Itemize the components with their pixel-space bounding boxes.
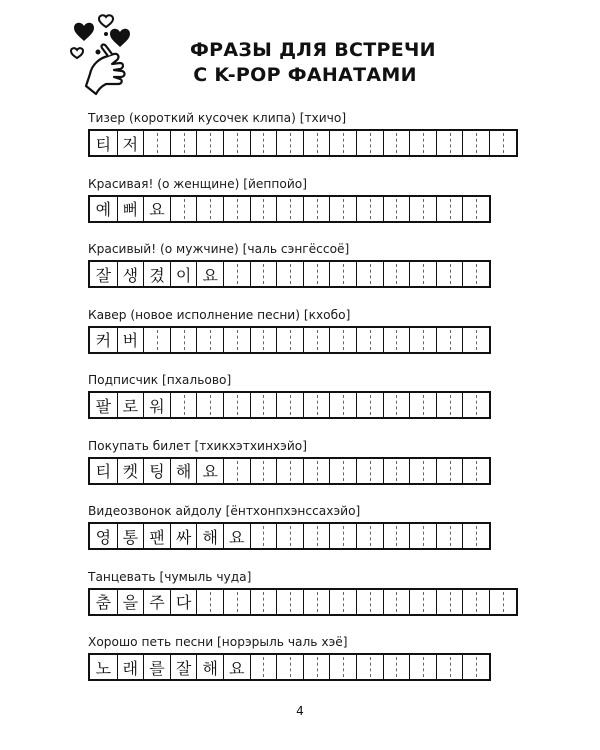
empty-writing-cell[interactable] [170, 328, 197, 352]
empty-writing-cell[interactable] [436, 655, 463, 679]
exercise-label: Красивая! (о женщине) [йеппойо] [88, 176, 307, 191]
empty-writing-cell[interactable] [462, 393, 489, 417]
hangul-cell: 잘 [95, 265, 112, 285]
finger-heart-icon [62, 12, 142, 102]
empty-writing-cell[interactable] [223, 262, 250, 286]
empty-writing-cell[interactable] [383, 655, 410, 679]
empty-writing-cell[interactable] [409, 655, 436, 679]
empty-writing-cell[interactable] [276, 131, 303, 155]
empty-writing-cell[interactable] [383, 197, 410, 221]
empty-writing-cell[interactable] [250, 328, 277, 352]
empty-writing-cell[interactable] [356, 655, 383, 679]
empty-writing-cell[interactable] [436, 262, 463, 286]
empty-writing-cell[interactable] [356, 131, 383, 155]
exercise-label: Тизер (короткий кусочек клипа) [тхичо] [88, 111, 347, 125]
exercise-6 [88, 438, 518, 481]
hangul-cell: 커 [95, 331, 112, 350]
empty-writing-cell[interactable] [303, 524, 330, 548]
empty-writing-cell[interactable] [356, 459, 383, 483]
empty-writing-cell[interactable] [329, 524, 356, 548]
empty-writing-cell[interactable] [170, 393, 197, 417]
empty-writing-cell[interactable] [383, 524, 410, 548]
writing-grid [88, 260, 491, 288]
empty-writing-cell[interactable] [223, 197, 250, 221]
hangul-cell: 티 [95, 462, 112, 481]
writing-grid [88, 588, 518, 616]
hangul-cell: 생 [117, 262, 144, 286]
empty-writing-cell[interactable] [329, 590, 356, 614]
empty-writing-cell[interactable] [276, 590, 303, 614]
exercise-label: Видеозвонок айдолу [ёнтхонпхэнссахэйо] [88, 504, 361, 518]
empty-writing-cell[interactable] [250, 524, 277, 548]
empty-writing-cell[interactable] [303, 131, 330, 155]
exercise-5 [88, 372, 518, 416]
hangul-cell: 춤 [95, 593, 112, 612]
hangul-cell: 팔 [95, 396, 112, 416]
empty-writing-cell[interactable] [250, 459, 277, 483]
exercise-label: Покупать билет [тхикхэтхинхэйо] [88, 438, 307, 453]
writing-grid [88, 522, 491, 550]
empty-writing-cell[interactable] [462, 459, 489, 483]
empty-writing-cell[interactable] [223, 328, 250, 352]
empty-writing-cell[interactable] [276, 655, 303, 679]
empty-writing-cell[interactable] [383, 328, 410, 352]
empty-writing-cell[interactable] [196, 197, 223, 221]
empty-writing-cell[interactable] [329, 328, 356, 352]
hangul-cell: 영 [95, 527, 112, 547]
hangul-cell: 다 [170, 590, 197, 614]
hangul-cell: 래 [117, 655, 144, 679]
empty-writing-cell[interactable] [143, 131, 170, 155]
empty-writing-cell[interactable] [356, 197, 383, 221]
empty-writing-cell[interactable] [303, 197, 330, 221]
hangul-cell: 버 [117, 328, 144, 352]
writing-grid [88, 195, 491, 223]
empty-writing-cell[interactable] [223, 393, 250, 417]
hangul-cell: 요 [196, 459, 223, 483]
empty-writing-cell[interactable] [409, 262, 436, 286]
empty-writing-cell[interactable] [223, 590, 250, 614]
empty-writing-cell[interactable] [276, 262, 303, 286]
empty-writing-cell[interactable] [436, 197, 463, 221]
empty-writing-cell[interactable] [383, 262, 410, 286]
empty-writing-cell[interactable] [303, 459, 330, 483]
exercise-label: Танцевать [чумыль чуда] [88, 569, 252, 584]
writing-grid [88, 129, 518, 157]
hangul-cell: 를 [143, 655, 170, 679]
empty-writing-cell[interactable] [436, 393, 463, 417]
page-number: 4 [296, 704, 304, 718]
exercise-label: Подписчик [пхальово] [88, 373, 232, 387]
empty-writing-cell[interactable] [276, 328, 303, 352]
hangul-cell: 해 [196, 524, 223, 548]
empty-writing-cell[interactable] [276, 524, 303, 548]
empty-writing-cell[interactable] [303, 655, 330, 679]
empty-writing-cell[interactable] [409, 393, 436, 417]
empty-writing-cell[interactable] [383, 393, 410, 417]
empty-writing-cell[interactable] [303, 590, 330, 614]
hangul-cell: 워 [143, 393, 170, 417]
hangul-cell: 팬 [143, 524, 170, 548]
empty-writing-cell[interactable] [250, 197, 277, 221]
hangul-cell: 해 [196, 655, 223, 679]
title-line-1: ФРАЗЫ ДЛЯ ВСТРЕЧИ [190, 39, 436, 61]
empty-writing-cell[interactable] [436, 524, 463, 548]
empty-writing-cell[interactable] [356, 590, 383, 614]
empty-writing-cell[interactable] [462, 262, 489, 286]
empty-writing-cell[interactable] [489, 590, 516, 614]
hangul-cell: 저 [117, 131, 144, 155]
hangul-cell: 을 [117, 590, 144, 614]
empty-writing-cell[interactable] [196, 328, 223, 352]
writing-grid [88, 391, 491, 419]
empty-writing-cell[interactable] [276, 197, 303, 221]
exercise-label: Кавер (новое исполнение песни) [кхобо] [88, 307, 351, 322]
empty-writing-cell[interactable] [329, 655, 356, 679]
empty-writing-cell[interactable] [250, 393, 277, 417]
empty-writing-cell[interactable] [303, 393, 330, 417]
empty-writing-cell[interactable] [303, 328, 330, 352]
empty-writing-cell[interactable] [356, 328, 383, 352]
hangul-cell: 주 [143, 590, 170, 614]
exercise-8 [88, 569, 518, 612]
empty-writing-cell[interactable] [170, 197, 197, 221]
empty-writing-cell[interactable] [462, 655, 489, 679]
empty-writing-cell[interactable] [409, 459, 436, 483]
writing-grid [88, 457, 491, 485]
hangul-cell: 켓 [117, 459, 144, 483]
empty-writing-cell[interactable] [196, 393, 223, 417]
hangul-cell: 요 [223, 524, 250, 548]
exercise-2 [88, 176, 518, 219]
empty-writing-cell[interactable] [436, 328, 463, 352]
hangul-cell: 요 [223, 655, 250, 679]
empty-writing-cell[interactable] [462, 328, 489, 352]
empty-writing-cell[interactable] [383, 590, 410, 614]
exercise-4 [88, 307, 518, 350]
empty-writing-cell[interactable] [303, 262, 330, 286]
exercise-9 [88, 634, 518, 678]
exercise-label: Хорошо петь песни [норэрыль чаль хэё] [88, 635, 348, 649]
empty-writing-cell[interactable] [250, 131, 277, 155]
exercise-1 [88, 110, 518, 154]
page-title [190, 38, 436, 88]
exercise-3 [88, 241, 518, 285]
hangul-cell: 잘 [170, 655, 197, 679]
empty-writing-cell[interactable] [462, 590, 489, 614]
hangul-cell: 티 [95, 134, 112, 154]
hangul-cell: 싸 [170, 524, 197, 548]
empty-writing-cell[interactable] [356, 262, 383, 286]
empty-writing-cell[interactable] [196, 590, 223, 614]
hangul-cell: 요 [196, 262, 223, 286]
hangul-cell: 해 [170, 459, 197, 483]
empty-writing-cell[interactable] [170, 131, 197, 155]
writing-grid [88, 653, 491, 681]
empty-writing-cell[interactable] [329, 262, 356, 286]
empty-writing-cell[interactable] [409, 197, 436, 221]
empty-writing-cell[interactable] [383, 459, 410, 483]
hangul-cell: 로 [117, 393, 144, 417]
empty-writing-cell[interactable] [329, 393, 356, 417]
empty-writing-cell[interactable] [462, 131, 489, 155]
exercise-label: Красивый! (о мужчине) [чаль сэнгёссоё] [88, 242, 350, 256]
empty-writing-cell[interactable] [409, 328, 436, 352]
title-line-2: С K-POP ФАНАТАМИ [193, 64, 417, 86]
hangul-cell: 겼 [143, 262, 170, 286]
hangul-cell: 뻐 [117, 197, 144, 221]
empty-writing-cell[interactable] [356, 524, 383, 548]
hangul-cell: 노 [95, 658, 112, 678]
empty-writing-cell[interactable] [276, 459, 303, 483]
empty-writing-cell[interactable] [250, 590, 277, 614]
empty-writing-cell[interactable] [250, 262, 277, 286]
writing-grid [88, 326, 491, 354]
empty-writing-cell[interactable] [276, 393, 303, 417]
empty-writing-cell[interactable] [356, 393, 383, 417]
empty-writing-cell[interactable] [329, 459, 356, 483]
empty-writing-cell[interactable] [143, 328, 170, 352]
empty-writing-cell[interactable] [462, 197, 489, 221]
empty-writing-cell[interactable] [329, 131, 356, 155]
hangul-cell: 이 [170, 262, 197, 286]
empty-writing-cell[interactable] [329, 197, 356, 221]
hangul-cell: 예 [95, 200, 112, 219]
empty-writing-cell[interactable] [409, 590, 436, 614]
hangul-cell: 통 [117, 524, 144, 548]
empty-writing-cell[interactable] [436, 131, 463, 155]
empty-writing-cell[interactable] [196, 131, 223, 155]
empty-writing-cell[interactable] [409, 131, 436, 155]
hangul-cell: 요 [143, 197, 170, 221]
empty-writing-cell[interactable] [409, 524, 436, 548]
empty-writing-cell[interactable] [223, 131, 250, 155]
empty-writing-cell[interactable] [436, 459, 463, 483]
empty-writing-cell[interactable] [250, 655, 277, 679]
empty-writing-cell[interactable] [436, 590, 463, 614]
hangul-cell: 팅 [143, 459, 170, 483]
empty-writing-cell[interactable] [383, 131, 410, 155]
exercise-7 [88, 503, 518, 547]
empty-writing-cell[interactable] [462, 524, 489, 548]
empty-writing-cell[interactable] [489, 131, 516, 155]
empty-writing-cell[interactable] [223, 459, 250, 483]
